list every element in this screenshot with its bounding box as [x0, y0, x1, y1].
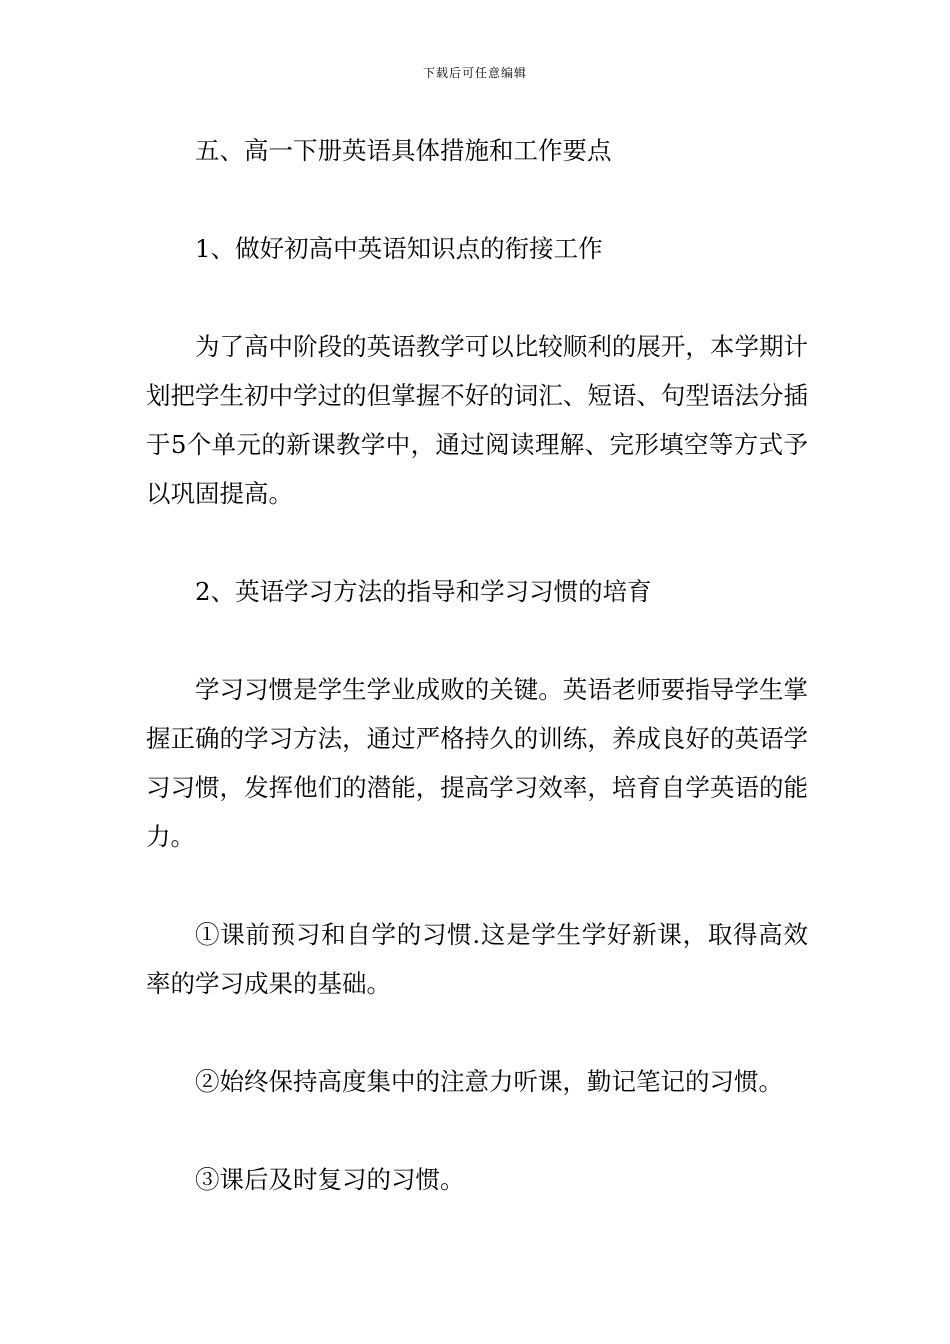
document-body — [146, 126, 808, 1253]
habit-item-2: ②始终保持高度集中的注意力听课，勤记笔记的习惯。 — [195, 1067, 783, 1096]
subsection-heading-2: 2、英语学习方法的指导和学习习惯的培育 — [195, 577, 652, 606]
subsection-heading-1: 1、做好初高中英语知识点的衔接工作 — [195, 234, 603, 263]
habit-item-1: ①课前预习和自学的习惯.这是学生学好新课，取得高效率的学习成果的基础。 — [146, 920, 808, 998]
body-paragraph-1: 为了高中阶段的英语教学可以比较顺利的展开，本学期计划把学生初中学过的但掌握不好的词汇、短语、句型语法分插于5个单元的新课教学中，通过阅读理解、完形填空等方式予以巩固提高。 — [146, 332, 808, 508]
page-header: 下载后可任意编辑 — [422, 66, 527, 80]
habit-item-3: ③课后及时复习的习惯。 — [195, 1165, 465, 1194]
section-heading: 五、高一下册英语具体措施和工作要点 — [195, 136, 612, 165]
body-paragraph-2: 学习习惯是学生学业成败的关键。英语老师要指导学生掌握正确的学习方法，通过严格持久的训练，养成良好的英语学习习惯，发挥他们的潜能，提高学习效率，培育自学英语的能力。 — [146, 675, 808, 851]
